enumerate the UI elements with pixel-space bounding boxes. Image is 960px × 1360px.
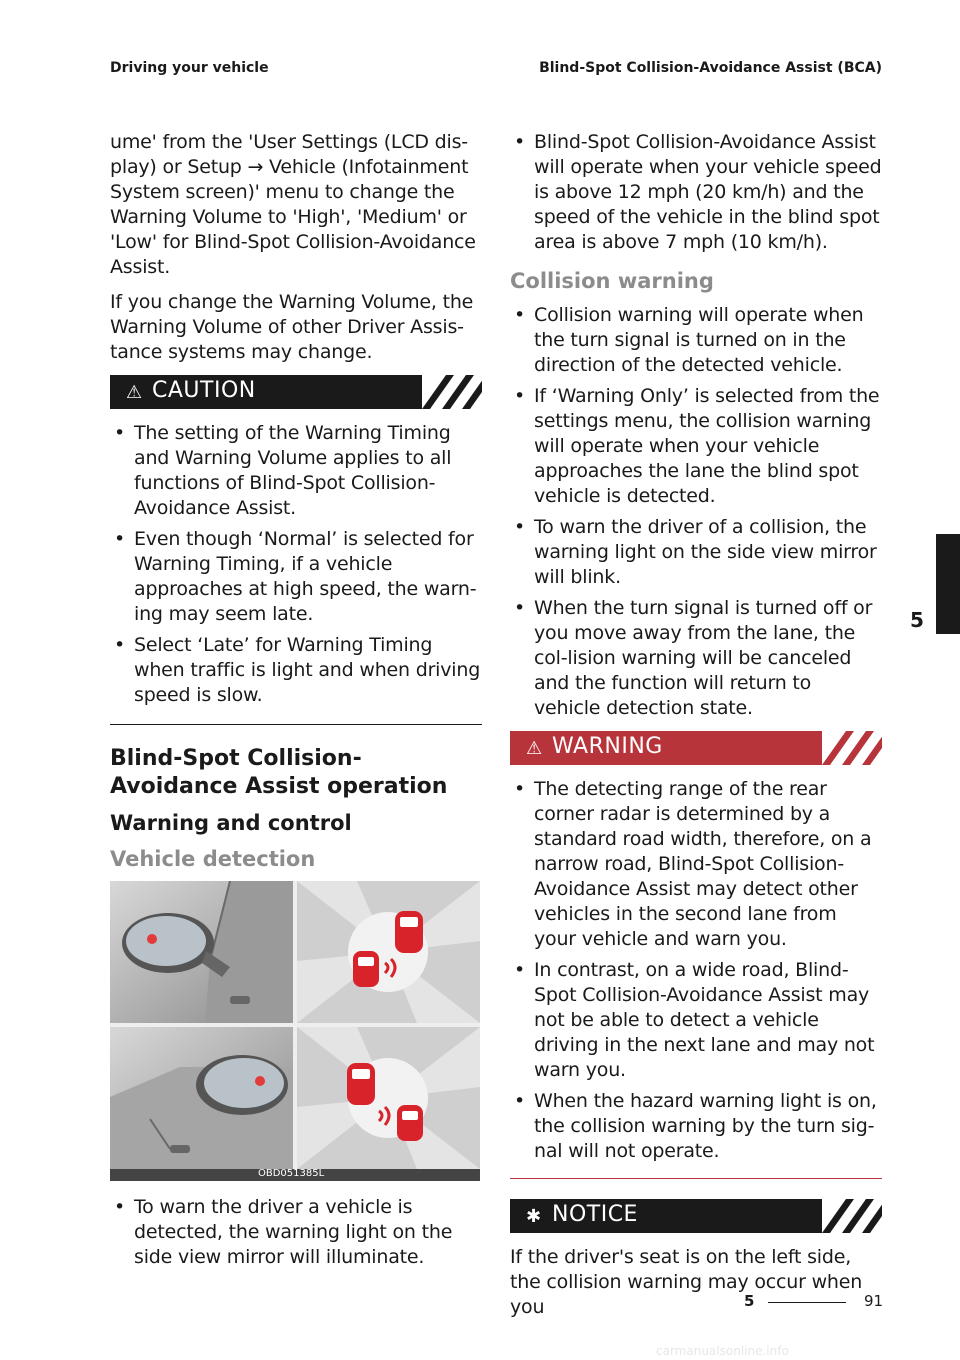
- list-item: • When the hazard warning light is on, the collision warning by the turn sig-nal will not operate.: [510, 1089, 882, 1164]
- watermark: carmanualsonline.info: [656, 1344, 789, 1358]
- speed-list: [510, 130, 882, 255]
- page-number: 91: [864, 1292, 884, 1310]
- running-header-right: Blind-Spot Collision-Avoidance Assist (BCA): [539, 60, 882, 76]
- caution-list: [110, 421, 482, 708]
- list-item: • Select ‘Late’ for Warning Timing when traffic is light and when driving speed is slow.: [110, 633, 482, 708]
- list-item: • The setting of the Warning Timing and Warning Volume applies to all functions of Blind-Spot Collision-Avoidance Assist.: [110, 421, 482, 521]
- list-item: • To warn the driver of a collision, the warning light on the side view mirror will blink.: [510, 515, 882, 590]
- warning-banner: [510, 731, 882, 765]
- mirror-illustration-1: [110, 881, 293, 1023]
- topview-illustration-2: [297, 1027, 480, 1169]
- list-item: • To warn the driver a vehicle is detected, the warning light on the side view mirror will illuminate.: [110, 1195, 482, 1270]
- list-item: • In contrast, on a wide road, Blind-Spot Collision-Avoidance Assist may not be able to detect a vehicle driving in the next lane and may not warn you.: [510, 958, 882, 1083]
- footer-chapter: 5: [744, 1292, 755, 1310]
- chapter-tab: [936, 534, 960, 634]
- list-item: • The detecting range of the rear corner radar is determined by a standard road width, therefore, on a narrow road, Blind-Spot Collision-Avoidance Assist may detect other vehicles in the second lane from your vehicle and warn you.: [510, 777, 882, 952]
- running-header-left: Driving your vehicle: [110, 60, 269, 76]
- list-item: • When the turn signal is turned off or you move away from the lane, the col-lision warning will be canceled and the function will return to vehicle detection state.: [510, 596, 882, 721]
- right-column: [510, 130, 882, 1330]
- warning-triangle-icon: ⚠: [526, 738, 543, 759]
- intro-paragraph-2: If you change the Warning Volume, the Warning Volume of other Driver Assis-tance systems may change.: [110, 291, 474, 363]
- section-title: Blind-Spot Collision-Avoidance Assist operation: [110, 746, 448, 799]
- collision-list: [510, 303, 882, 721]
- notice-banner: [510, 1199, 882, 1233]
- chapter-tab-number: 5: [910, 608, 924, 632]
- banner-stripes-icon: [822, 1199, 882, 1233]
- intro-paragraph-1: ume' from the 'User Settings (LCD dis-play) or Setup → Vehicle (Infotainment System screen)' menu to change the Warning Volume to 'High', 'Medium' or 'Low' for Blind-Spot Collision-Avoidance Assist.: [110, 131, 476, 278]
- subsubsection-title: Vehicle detection: [110, 847, 316, 871]
- footer-divider: [768, 1302, 846, 1303]
- collision-warning-title: Collision warning: [510, 269, 714, 293]
- warning-triangle-icon: ⚠: [126, 382, 143, 403]
- notice-label: NOTICE: [552, 1202, 638, 1227]
- banner-stripes-icon: [422, 375, 482, 409]
- figure-code: OBD051385L: [258, 1168, 325, 1179]
- vehicle-detection-figure: [110, 881, 480, 1181]
- figure-caption-bar: [110, 1169, 480, 1181]
- caution-banner: [110, 375, 482, 409]
- mirror-illustration-2: [110, 1027, 293, 1169]
- topview-illustration-1: [297, 881, 480, 1023]
- caution-label: CAUTION: [152, 378, 256, 403]
- left-column: [110, 130, 482, 1276]
- banner-stripes-icon: [822, 731, 882, 765]
- list-item: • Even though ‘Normal’ is selected for Warning Timing, if a vehicle approaches at high speed, the warn-ing may seem late.: [110, 527, 482, 627]
- list-item: • Collision warning will operate when the turn signal is turned on in the direction of the detected vehicle.: [510, 303, 882, 378]
- warning-divider: [510, 1178, 882, 1179]
- asterisk-icon: ✱: [526, 1206, 542, 1227]
- list-item: • Blind-Spot Collision-Avoidance Assist will operate when your vehicle speed is above 12 mph (20 km/h) and the speed of the vehicle in the blind spot area is above 7 mph (10 km/h).: [510, 130, 882, 255]
- warning-label: WARNING: [552, 734, 663, 759]
- warning-list: [510, 777, 882, 1164]
- section-divider: [110, 724, 482, 725]
- list-item: • If ‘Warning Only’ is selected from the settings menu, the collision warning will operate when your vehicle approaches the lane the blind spot vehicle is detected.: [510, 384, 882, 509]
- notice-text: If the driver's seat is on the left side, the collision warning may occur when you: [510, 1246, 863, 1318]
- subsection-title: Warning and control: [110, 811, 352, 835]
- detection-list: [110, 1195, 482, 1270]
